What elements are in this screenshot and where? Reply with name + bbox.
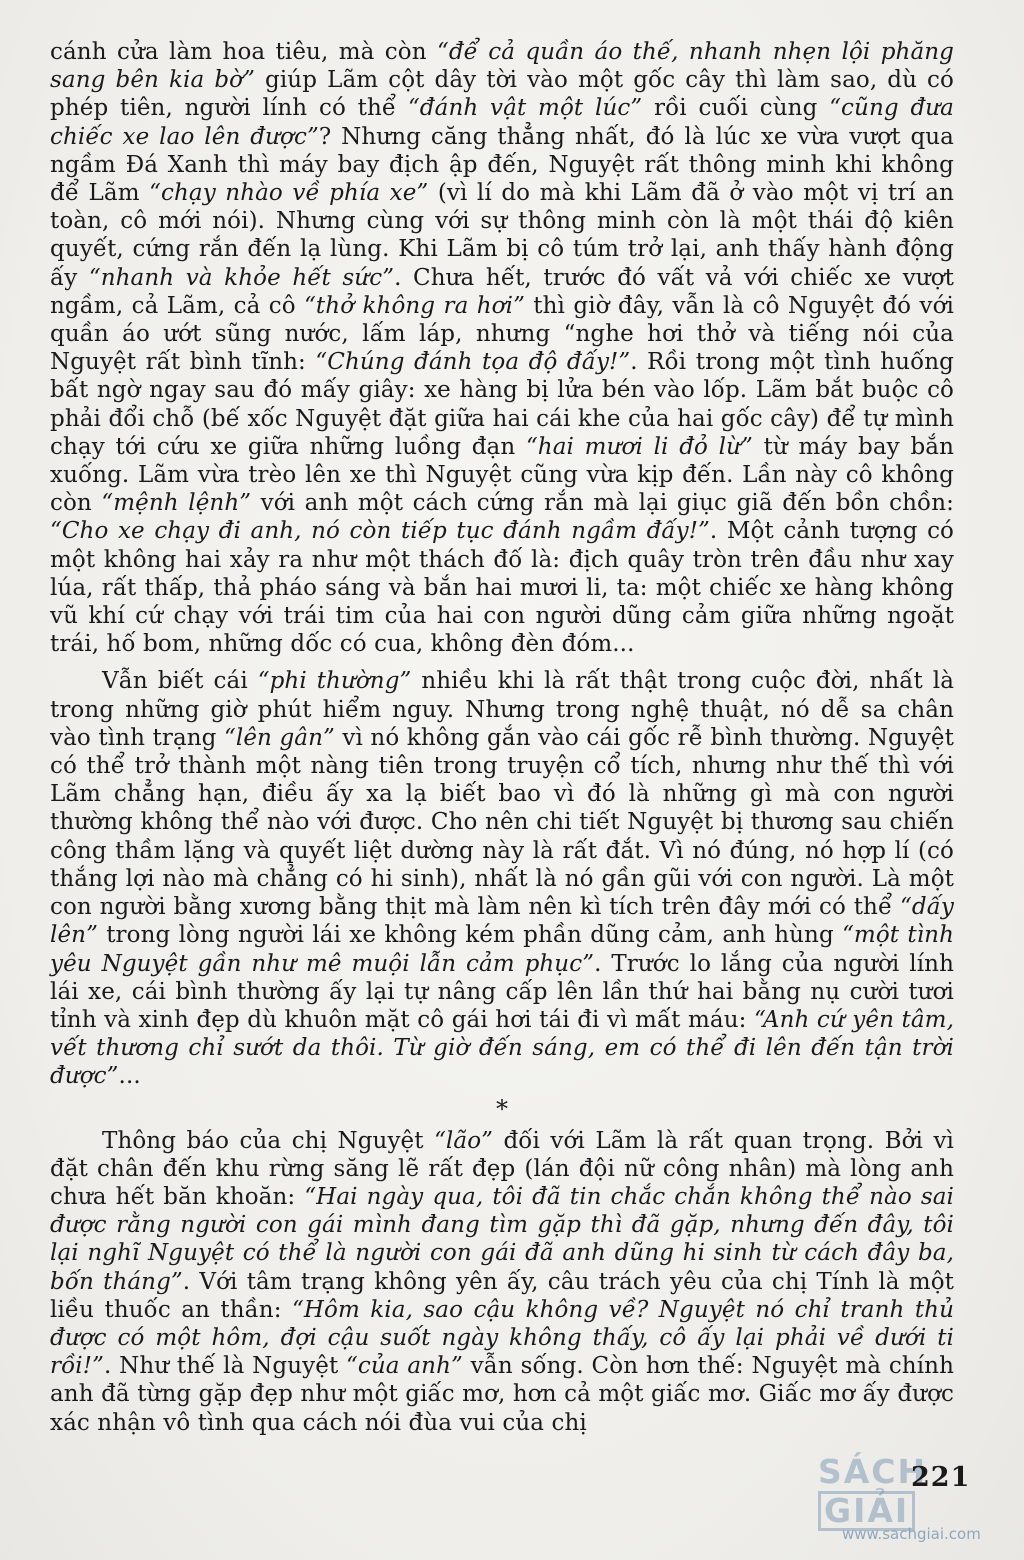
- text-run: nhiều khi là rất thật trong cuộc đời, nhất là trong những giờ phút hiểm nguy. Nhưng trong nghệ thuật, nó dễ sa chân vào tình trạng: [50, 668, 955, 751]
- body-text: [50, 38, 954, 1437]
- watermark-logo-text: SÁCH: [818, 1452, 928, 1491]
- text-run: Vẫn biết cái: [102, 668, 258, 695]
- text-run: (vì lí do mà khi Lãm đã ở vào một vị trí an toàn, cô mới nói). Nhưng cùng với sự thông minh còn là một thái độ kiên quyết, cứng rắn đến lạ lùng. Khi Lãm bị cô túm trở lại, anh thấy hành động ấy: [50, 180, 954, 291]
- text-run: . Trước lo lắng của người lính lái xe, cái bình thường ấy lại tự nâng cấp lên lần thứ hai bằng nụ cười tươi tỉnh và xinh đẹp dù khuôn mặt cô gái hơi tái đi vì mất máu:: [50, 950, 954, 1033]
- quote: “đánh vật một lúc”: [407, 95, 643, 122]
- text-run: rồi cuối cùng: [642, 95, 830, 122]
- text-run: ? Nhưng căng thẳng nhất, đó là lúc xe vừa vượt qua ngầm Đá Xanh thì máy bay địch ập đến, Nguyệt rất thông minh khi không để Lãm: [50, 123, 954, 207]
- text-run: thì giờ đây, vẫn là cô Nguyệt đó với quần áo ướt sũng nước, lấm láp, nhưng “nghe hơi thở và tiếng nói của Nguyệt rất bình tĩnh:: [50, 292, 954, 376]
- text-run: giúp Lãm cột dây tời vào một gốc cây thì làm sao, dù có phép tiên, người lính có thể: [50, 67, 954, 122]
- paragraph-2: [50, 667, 954, 1090]
- text-run: vẫn sống. Còn hơn thế: Nguyệt mà chính anh đã từng gặp đẹp như một giấc mơ, hơn cả một giấc mơ. Giấc mơ ấy được xác nhận vô tình qua cách nói đùa vui của chị: [50, 1353, 955, 1436]
- quote: “cũng đưa chiếc xe lao lên được”: [50, 95, 954, 150]
- paragraph-3: [50, 1127, 954, 1437]
- quote: “một tình yêu Nguyệt gần như mê muội lẫn cảm phục”: [50, 922, 955, 977]
- quote: “để cả quần áo thế, nhanh nhẹn lội phăng sang bên kia bờ”: [50, 39, 955, 94]
- text-run: cánh cửa làm hoa tiêu, mà còn: [50, 39, 437, 65]
- quote: “Cho xe chạy đi anh, nó còn tiếp tục đánh ngầm đấy!”: [50, 518, 710, 545]
- quote: “mệnh lệnh”: [101, 490, 252, 517]
- text-run: . Như thế là Nguyệt: [103, 1353, 347, 1380]
- text-run: từ máy bay bắn xuống. Lãm vừa trèo lên xe thì Nguyệt cũng vừa kịp đến. Lần này cô không còn: [50, 433, 954, 517]
- quote: “hai mươi li đỏ lừ”: [525, 433, 753, 460]
- quote: “Anh cứ yên tâm, vết thương chỉ sướt da thôi. Từ giờ đến sáng, em có thể đi lên đến tận trời được”: [50, 1006, 954, 1090]
- text-run: . Chưa hết, trước đó vất vả với chiếc xe vượt ngầm, cả Lãm, cả cô: [50, 264, 954, 319]
- quote: “Chúng đánh tọa độ đấy!”: [315, 349, 631, 376]
- section-separator: *: [495, 1094, 509, 1123]
- text-run: với anh một cách cứng rắn mà lại giục giã đến bồn chồn:: [251, 490, 954, 517]
- quote: “của anh”: [346, 1353, 463, 1380]
- quote: “lên gân”: [224, 724, 335, 751]
- quote: “dấy lên”: [50, 894, 954, 949]
- quote: “nhanh và khỏe hết sức”: [88, 264, 395, 291]
- text-run: . Một cảnh tượng có một không hai xảy ra như một thách đố là: địch quây tròn trên đầu như xay lúa, rất thấp, thả pháo sáng và bắn hai mươi li, ta: một chiếc xe hàng không vũ khí cứ chạy với trái tim của hai con người dũng cảm giữa những ngoặt trái, hố bom, những dốc có cua, không đèn đóm...: [50, 518, 955, 658]
- quote: “phi thường”: [257, 668, 412, 695]
- text-run: . Với tâm trạng không yên ấy, câu trách yêu của chị Tính là một liều thuốc an thần:: [50, 1268, 955, 1323]
- text-run: ...: [118, 1063, 141, 1090]
- text-run: trong lòng người lái xe không kém phần dũng cảm, anh hùng: [97, 922, 843, 949]
- quote: “Hai ngày qua, tôi đã tin chắc chắn không thể nào sai được rằng người con gái mình đang tìm gặp thì đã gặp, nhưng đến đây, tôi lại nghĩ Nguyệt có thể là người con gái đã anh dũng hi sinh từ cách đây ba, bốn tháng”: [50, 1183, 955, 1295]
- page-number: 221: [911, 1462, 971, 1493]
- watermark-logo-box: GIẢI: [818, 1491, 915, 1531]
- quote: “Hôm kia, sao cậu không về? Nguyệt nó chỉ tranh thủ được có một hôm, đợi cậu suốt ngày không thấy, cô ấy lại phải về dưới ti rồi!”: [50, 1296, 955, 1380]
- paragraph-1: [50, 38, 954, 658]
- quote: “lão”: [434, 1127, 494, 1154]
- watermark-url: www.sachgiai.com: [842, 1525, 981, 1543]
- text-run: đối với Lãm là rất quan trọng. Bởi vì đặt chân đến khu rừng săng lẽ rất đẹp (lán đội nữ công nhân) mà lòng anh chưa hết băn khoăn:: [50, 1127, 955, 1210]
- quote: “chạy nhào về phía xe”: [149, 180, 429, 207]
- text-run: Thông báo của chị Nguyệt: [102, 1127, 435, 1154]
- text-run: vì nó không gắn vào cái gốc rễ bình thường. Nguyệt có thể trở thành một nàng tiên trong truyện cổ tích, nhưng như thế thì với Lãm chẳng hạn, điều ấy xa lạ biết bao vì đó là những gì mà con người thường không thể nào với được. Cho nên chi tiết Nguyệt bị thương sau chiến công thầm lặng và quyết liệt dường này là rất đắt. Vì nó đúng, nó hợp lí (có thắng lợi nào mà chẳng có hi sinh), nhất là nó gần gũi với con người. Là một con người bằng xương bằng thịt mà làm nên kì tích trên đây mới có thể: [50, 724, 954, 921]
- text-run: . Rồi trong một tình huống bất ngờ ngay sau đó mấy giây: xe hàng bị lửa bén vào lốp. Lãm bắt buộc cô phải đổi chỗ (bế xốc Nguyệt đặt giữa hai cái khe của hai gốc cây) để tự mình chạy tới cứu xe giữa những luồng đạn: [50, 349, 954, 460]
- quote: “thở không ra hơi”: [304, 292, 525, 319]
